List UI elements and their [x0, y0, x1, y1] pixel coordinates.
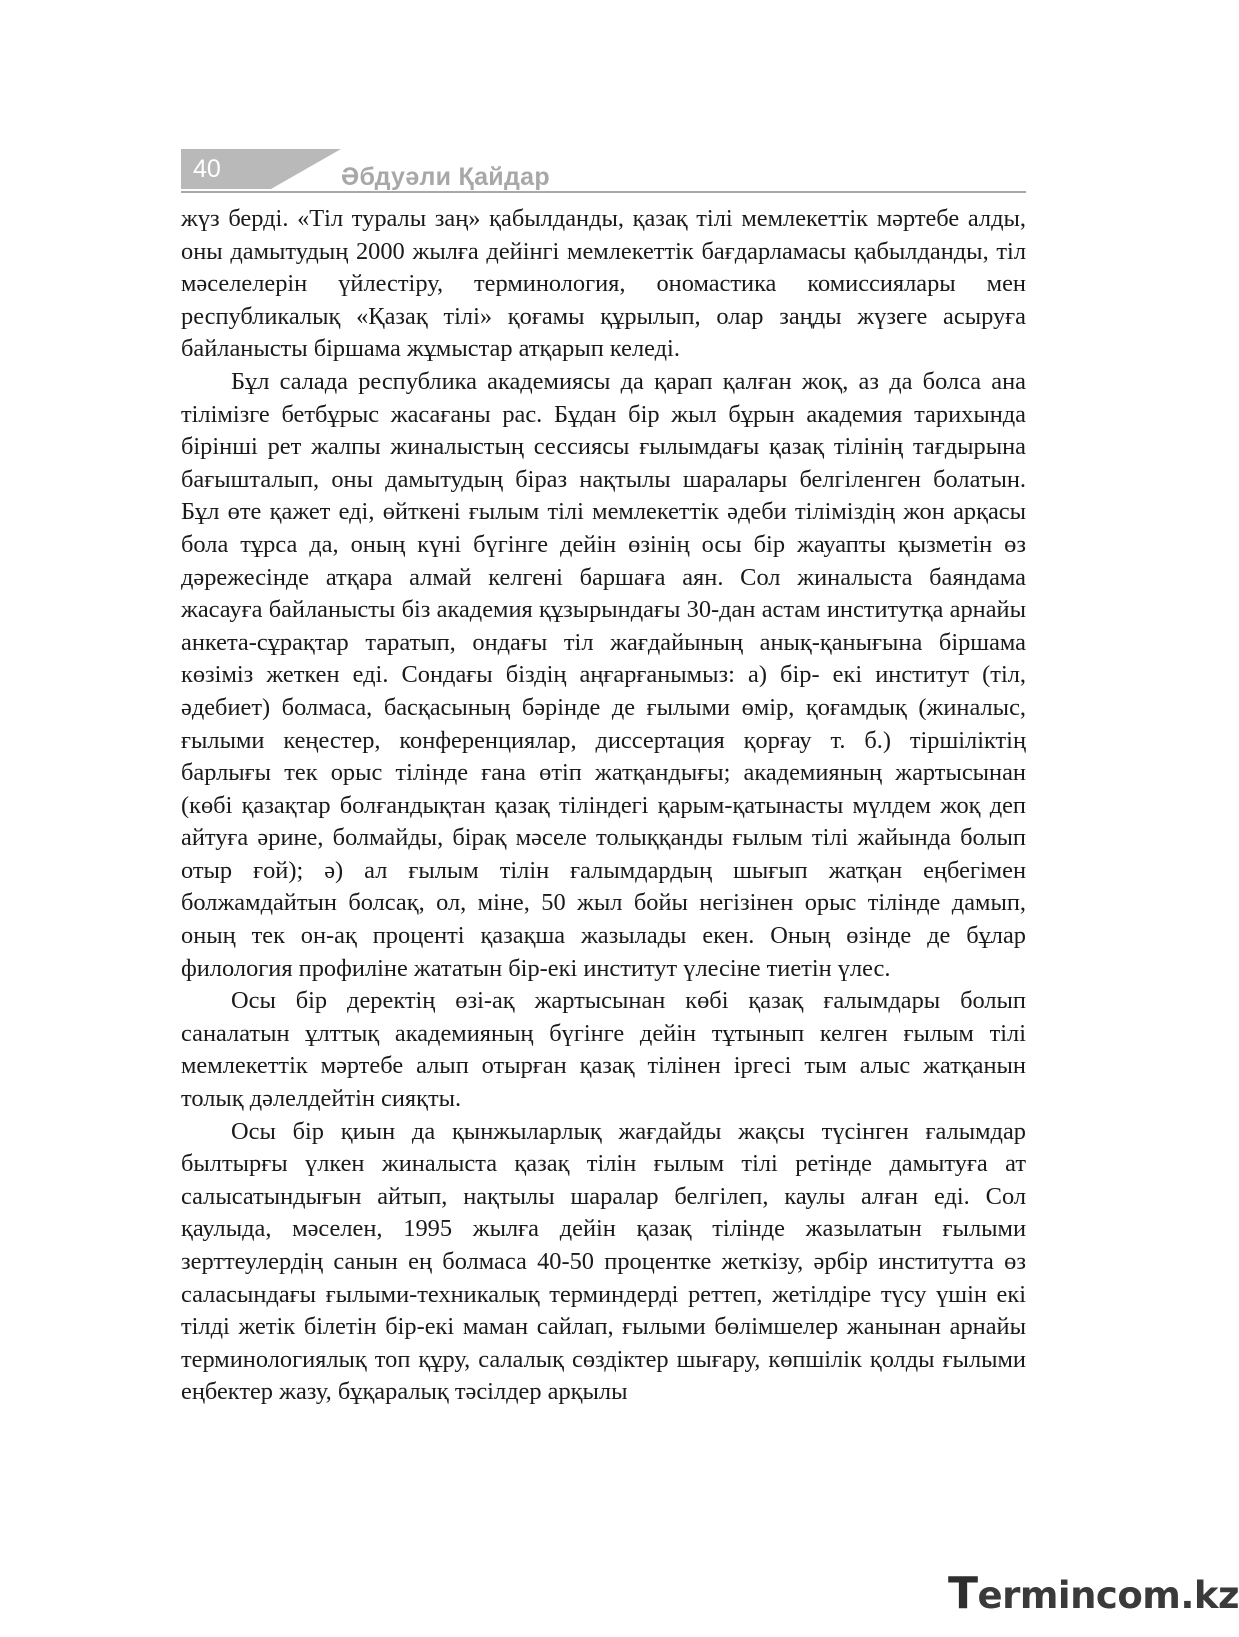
- header-wedge-decoration: [271, 149, 341, 189]
- paragraph-4: Осы бір қиын да қынжыларлық жағдайды жақсы түсінген ғалымдар былтырғы үлкен жиналыста қазақ тілін ғылым тілі ретінде дамытуға ат салысатындығын айтып, нақтылы шаралар белгілеп, каулы алған еді. Сол қаулыда, мәселен, 1995 жылға дейін қазақ тілінде жазылатын ғылыми зерттеулердің санын ең болмаса 40-50 процентке жеткізу, әрбір институтта өз саласындағы ғылыми-техникалық терминдерді реттеп, жетілдіре түсу үшін екі тілді жетік білетін бір-екі маман сайлап, ғылыми бөлімшелер жанынан арнайы терминологиялық топ құру, салалық сөздіктер шығару, көпшілік қолды ғылыми еңбектер жазу, бұқаралық тәсілдер арқылы: [181, 1117, 1026, 1406]
- paragraph-3: Осы бір деректің өзі-ақ жартысынан көбі қазақ ғалымдары болып саналатын ұлттық академияның бүгінге дейін тұтынып келген ғылым тілі мемлекеттік мәртебе алып отырған қазақ тілінен іргесі тым алыс жатқанын толық дәлелдейтін сияқты.: [181, 987, 1026, 1113]
- paragraph-2: Бұл салада республика академиясы да қарап қалған жоқ, аз да болса ана тілімізге бетбұрыс жасағаны рас. Бұдан бір жыл бұрын академия тарихында бірінші рет жалпы жиналыстың сессиясы ғылымдағы қазақ тілінің тағдырына бағышталып, оны дамытудың біраз нақтылы шаралары белгіленген болатын. Бұл өте қажет еді, өйткені ғылым тілі мемлекеттік әдеби тіліміздің жон арқасы бола тұрса да, оның күні бүгінге дейін өзінің осы бір жауапты қызметін өз дәрежесінде атқара алмай келгені баршаға аян. Сол жиналыста баяндама жасауға байланысты біз академия құзырындағы 30-дан астам институтқа арнайы анкета-сұрақтар таратып, ондағы тіл жағдайының анық-қанығына біршама көзіміз жеткен еді. Сондағы біздің аңғарғанымыз: а) бір- екі институт (тіл, әдебиет) болмаса, басқасының бәрінде де ғылыми өмір, қоғамдық (жиналыс, ғылыми кеңестер, конференциялар, диссертация қорғау т. б.) тіршіліктің барлығы тек орыс тілінде ғана өтіп жатқандығы; академияның жартысынан (көбі қазақтар болғандықтан қазақ тіліндегі қарым-қатынасты мүлдем жоқ деп айтуға әрине, болмайды, бірақ мәселе толыққанды ғылым тілі жайында болып отыр ғой); ә) ал ғылым тілін ғалымдардың шығып жатқан еңбегімен болжамдайтын болсақ, ол, міне, 50 жыл бойы негізінен орыс тілінде дамып, оның тек он-ақ проценті қазақша жазылады екен. Оның өзінде де бұлар филология профиліне жататын бір-екі институт үлесіне тиетін үлес.: [181, 367, 1026, 982]
- site-watermark-logo: [948, 1568, 1239, 1619]
- page-number: 40: [181, 149, 271, 189]
- header-rule: [181, 191, 1026, 193]
- body-text: [181, 203, 1026, 1409]
- running-head-author: Әбдуәли Қайдар: [341, 163, 550, 191]
- page-header: [181, 149, 1026, 195]
- watermark-text: ermincom.kz: [977, 1574, 1239, 1617]
- watermark-initial: T: [948, 1568, 978, 1619]
- paragraph-1: жүз берді. «Тіл туралы заң» қабылданды, қазақ тілі мемлекеттік мәртебе алды, оны дамытудың 2000 жылға дейінгі мемлекеттік бағдарламасы қабылданды, тіл мәселелерін үйлестіру, терминология, ономастика комиссиялары мен республикалық «Қазақ тілі» қоғамы құрылып, олар заңды жүзеге асыруға байланысты біршама жұмыстар атқарып келеді.: [181, 205, 1026, 363]
